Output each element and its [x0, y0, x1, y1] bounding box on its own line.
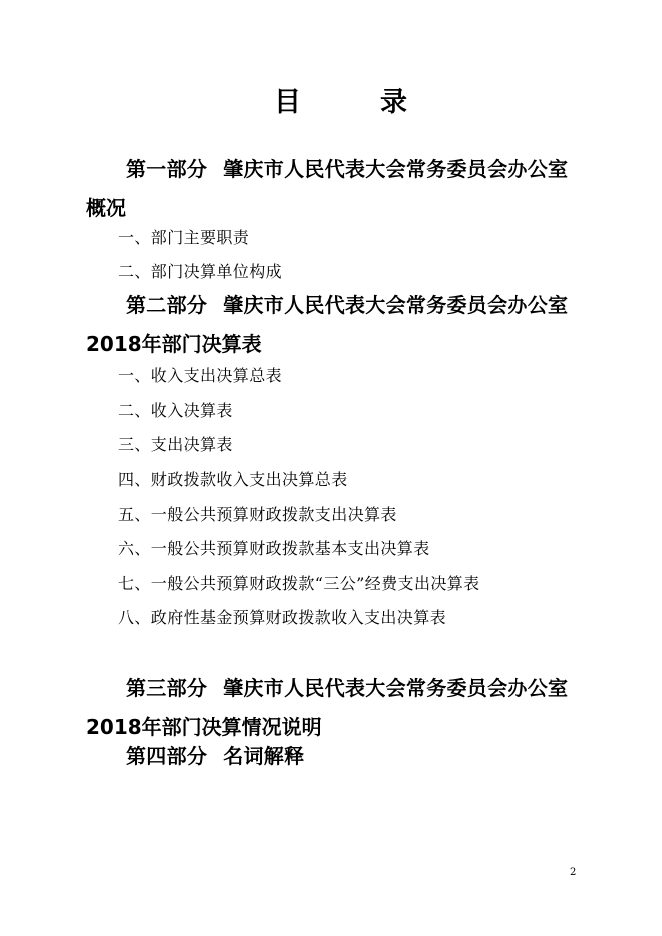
toc-part-3-line-1: [86, 669, 586, 708]
toc-item-2-6[interactable]: 六、一般公共预算财政拨款基本支出决算表: [118, 539, 430, 558]
toc-part-2-line-1: [86, 286, 586, 325]
toc-item-2-2[interactable]: 二、收入决算表: [118, 401, 233, 420]
toc-part-2-prefix: 第二部分: [126, 293, 208, 317]
toc-part-2-line-2: 2018年部门决算表: [86, 332, 262, 356]
toc-part-1-line-1: [86, 150, 586, 189]
toc-title-char-1: 目: [274, 87, 301, 118]
toc-part-1-title: 肇庆市人民代表大会常务委员会办公室: [223, 157, 569, 181]
toc-part-3-prefix: 第三部分: [126, 676, 208, 700]
toc-part-2[interactable]: [86, 286, 586, 364]
toc-item-1-2[interactable]: 二、部门决算单位构成: [118, 262, 283, 281]
toc-part-1-line-2: 概况: [86, 196, 126, 220]
toc-part-4-prefix: 第四部分: [126, 744, 208, 768]
toc-part-3[interactable]: [86, 669, 586, 747]
toc-item-2-1[interactable]: 一、收入支出决算总表: [118, 366, 283, 385]
toc-item-2-4[interactable]: 四、财政拨款收入支出决算总表: [118, 470, 348, 489]
page-number: 2: [570, 867, 577, 878]
toc-item-2-7[interactable]: 七、一般公共预算财政拨款“三公”经费支出决算表: [118, 574, 480, 593]
toc-item-2-3[interactable]: 三、支出决算表: [118, 435, 233, 454]
toc-part-3-title: 肇庆市人民代表大会常务委员会办公室: [223, 676, 569, 700]
toc-part-4-line-1: [86, 737, 586, 776]
toc-part-1-prefix: 第一部分: [126, 157, 208, 181]
toc-item-2-5[interactable]: 五、一般公共预算财政拨款支出决算表: [118, 505, 397, 524]
toc-part-2-title: 肇庆市人民代表大会常务委员会办公室: [223, 293, 569, 317]
toc-part-1[interactable]: [86, 150, 586, 228]
toc-title: [0, 80, 662, 120]
toc-item-1-1[interactable]: 一、部门主要职责: [118, 228, 250, 247]
toc-part-4[interactable]: [86, 737, 586, 776]
toc-part-4-title: 名词解释: [223, 744, 305, 768]
toc-part-3-line-2: 2018年部门决算情况说明: [86, 715, 322, 739]
toc-item-2-8[interactable]: 八、政府性基金预算财政拨款收入支出决算表: [118, 608, 447, 627]
toc-title-char-2: 录: [380, 87, 407, 118]
